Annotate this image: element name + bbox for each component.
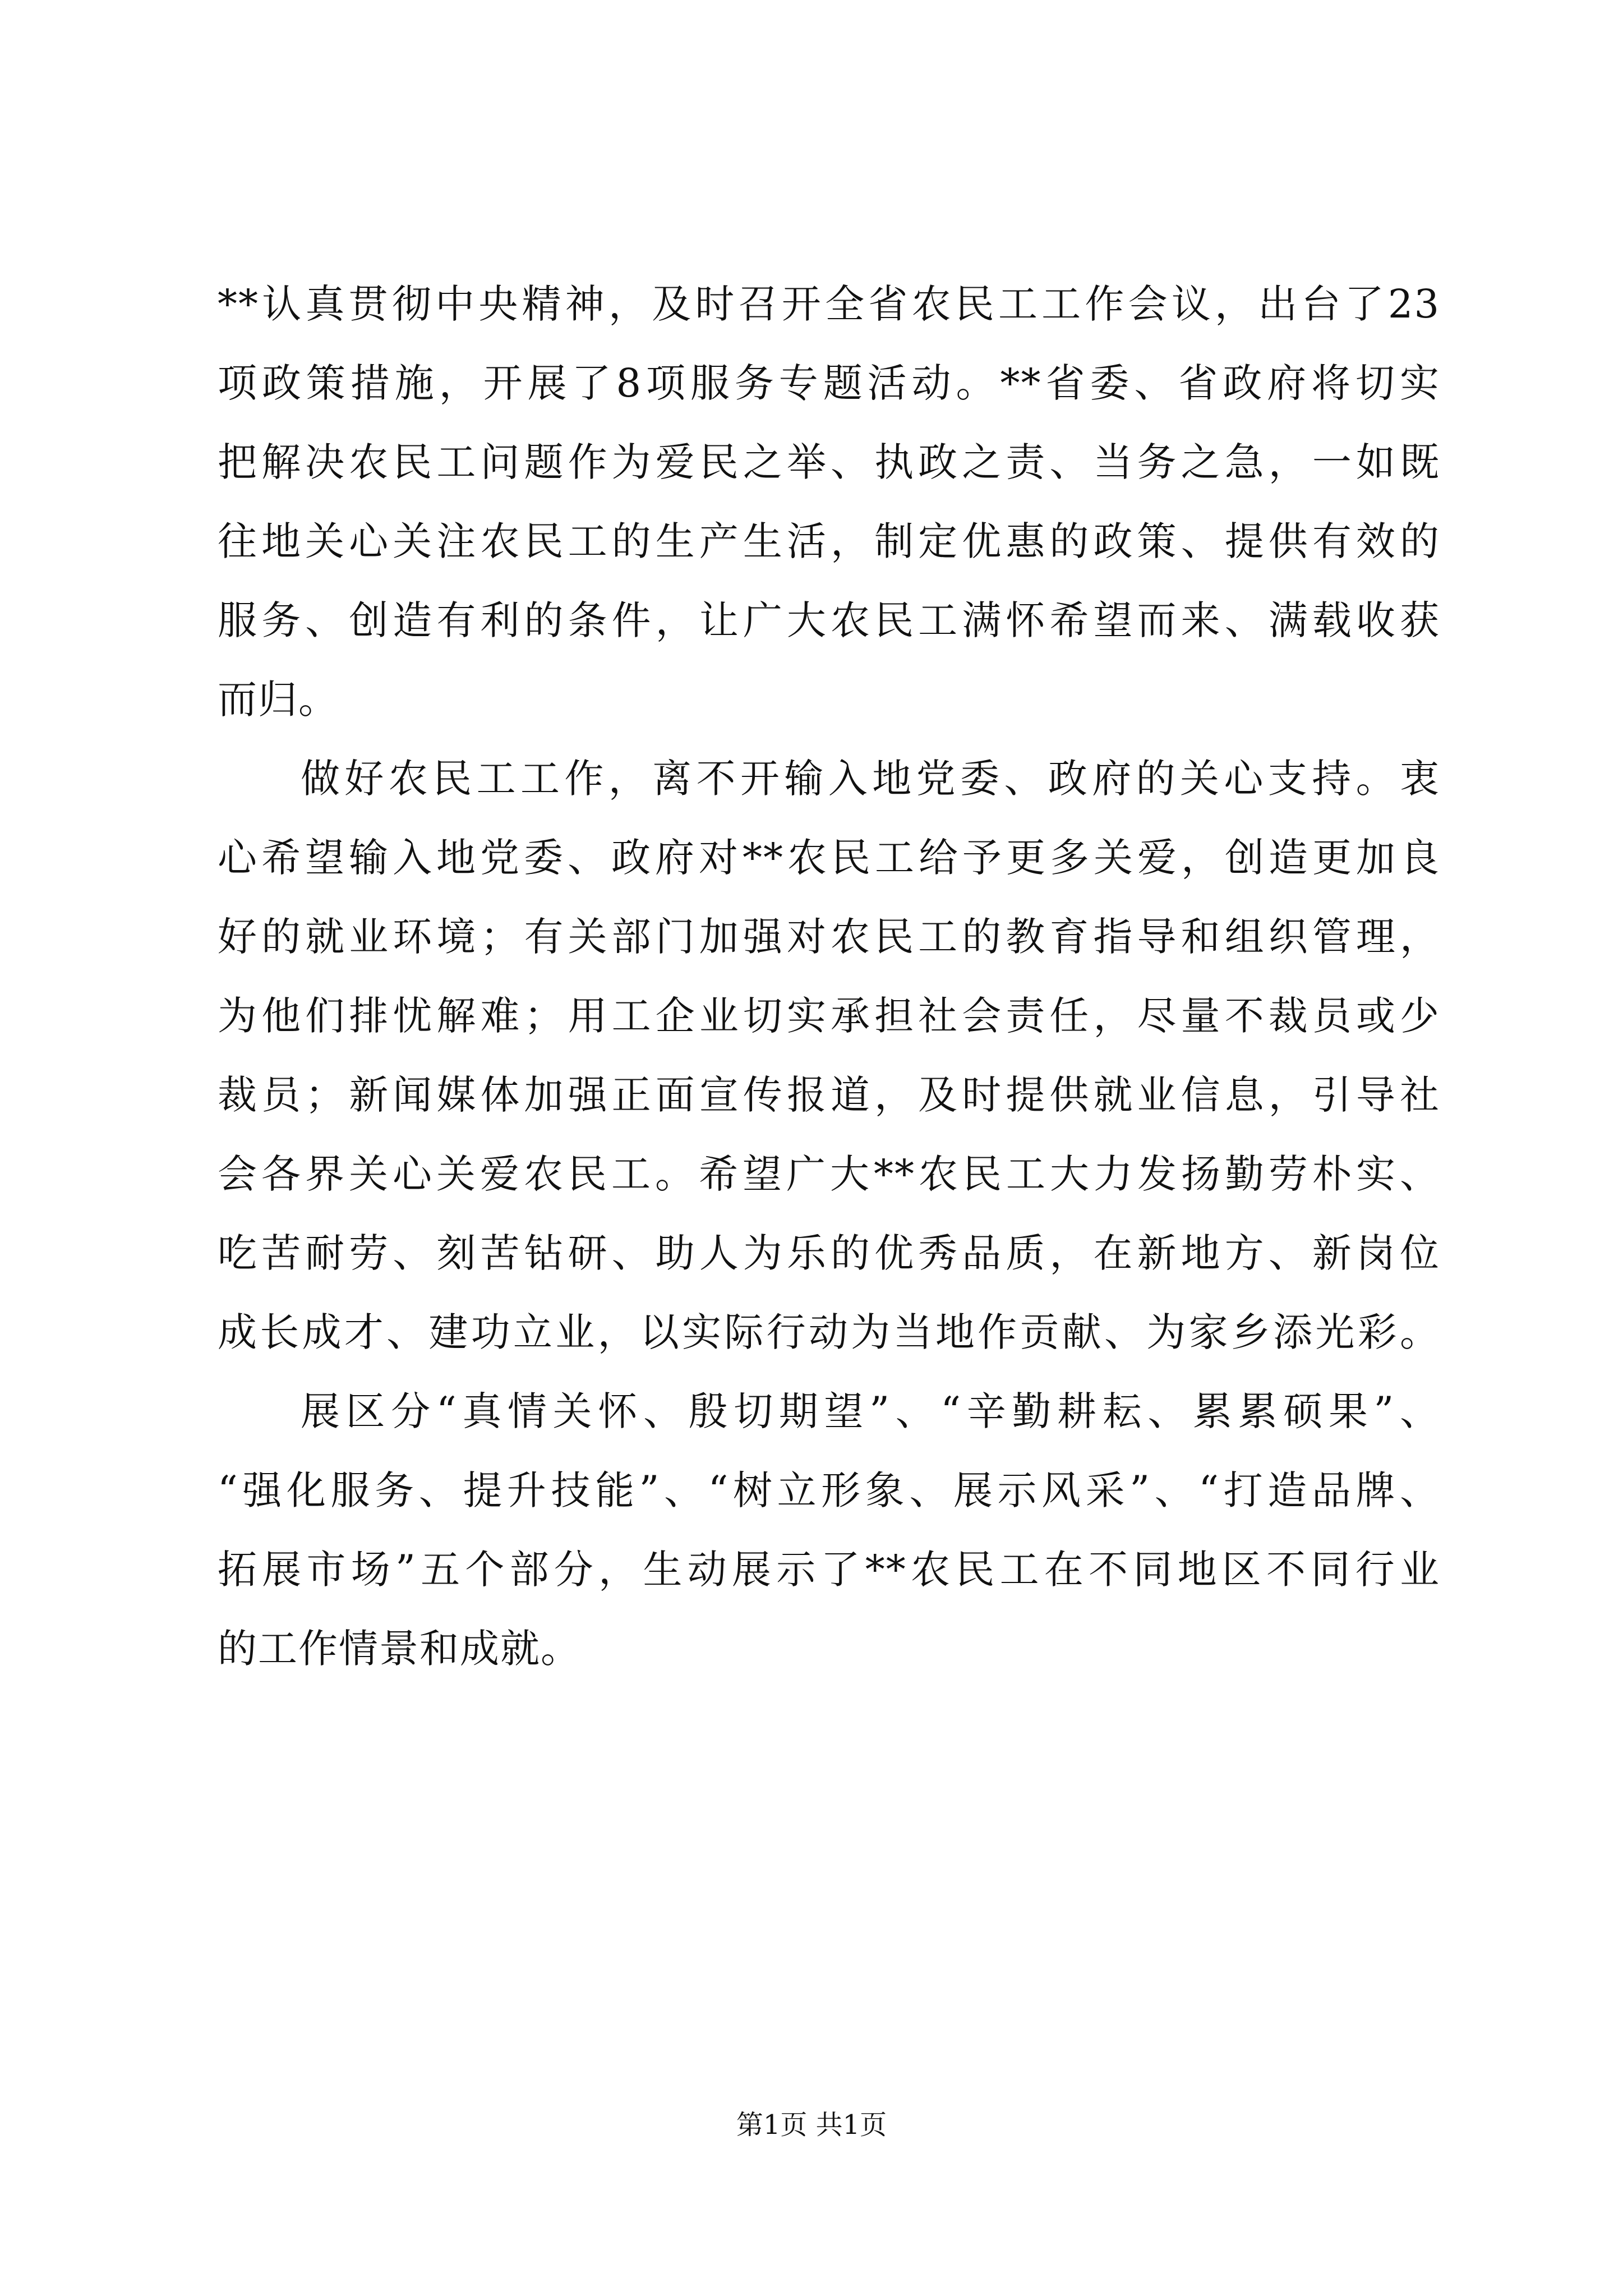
paragraph-line: 展区分“真情关怀、殷切期望”、“辛勤耕耘、累累硕果”、 xyxy=(301,1388,1440,1434)
paragraph-line: 而归。 xyxy=(218,677,339,723)
paragraph-line: 吃苦耐劳、刻苦钻研、助人为乐的优秀品质，在新地方、新岗位 xyxy=(218,1230,1440,1276)
paragraph-line: 好的就业环境；有关部门加强对农民工的教育指导和组织管理， xyxy=(218,914,1440,960)
document-body xyxy=(218,265,1440,1688)
paragraph-line: 裁员；新闻媒体加强正面宣传报道，及时提供就业信息，引导社 xyxy=(218,1072,1440,1118)
paragraph-line: 成长成才、建功立业，以实际行动为当地作贡献、为家乡添光彩。 xyxy=(218,1309,1440,1355)
paragraph-line: 项政策措施，开展了8项服务专题活动。**省委、省政府将切实 xyxy=(218,360,1440,406)
paragraph-line: 为他们排忧解难；用工企业切实承担社会责任，尽量不裁员或少 xyxy=(218,993,1440,1039)
paragraph-line: 的工作情景和成就。 xyxy=(218,1626,581,1672)
paragraph-line: 往地关心关注农民工的生产生活，制定优惠的政策、提供有效的 xyxy=(218,518,1440,564)
paragraph-line: 拓展市场”五个部分，生动展示了**农民工在不同地区不同行业 xyxy=(218,1547,1440,1593)
paragraph-line: 心希望输入地党委、政府对**农民工给予更多关爱，创造更加良 xyxy=(218,835,1440,881)
paragraph-line: 服务、创造有利的条件，让广大农民工满怀希望而来、满载收获 xyxy=(218,597,1440,643)
paragraph-line: “强化服务、提升技能”、“树立形象、展示风采”、“打造品牌、 xyxy=(218,1467,1440,1513)
paragraph-line: **认真贯彻中央精神，及时召开全省农民工工作会议，出台了23 xyxy=(218,281,1440,327)
paragraph-line: 做好农民工工作，离不开输入地党委、政府的关心支持。衷 xyxy=(301,756,1440,802)
paragraph-line: 把解决农民工问题作为爱民之举、执政之责、当务之急，一如既 xyxy=(218,439,1440,485)
page-number-footer: 第1页 共1页 xyxy=(736,2109,887,2141)
paragraph-line: 会各界关心关爱农民工。希望广大**农民工大力发扬勤劳朴实、 xyxy=(218,1151,1440,1197)
